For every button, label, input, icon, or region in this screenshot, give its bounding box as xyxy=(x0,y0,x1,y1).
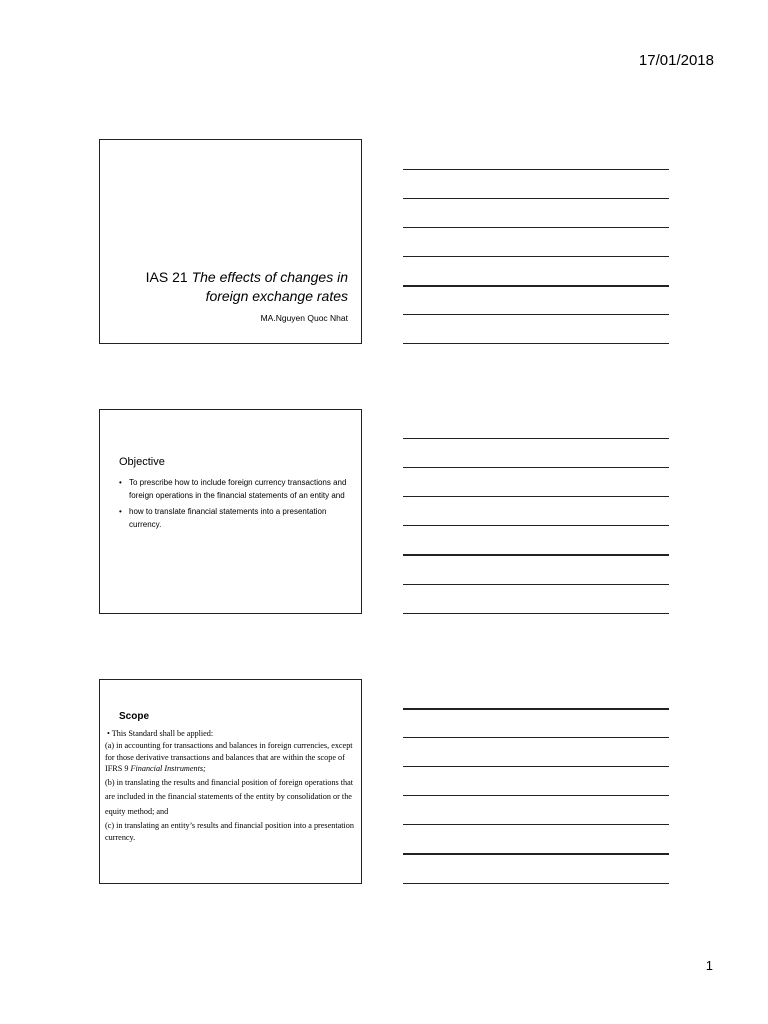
objective-heading: Objective xyxy=(119,456,165,468)
scope-item-c: (c) in translating an entity’s results and financial position into a presentation currency. xyxy=(105,821,354,842)
scope-item-a-italic: Financial Instruments; xyxy=(130,764,206,774)
note-line xyxy=(403,795,669,796)
note-line xyxy=(403,737,669,738)
note-line xyxy=(403,883,669,884)
title-prefix: IAS 21 xyxy=(145,269,192,285)
note-line xyxy=(403,613,669,614)
objective-list xyxy=(118,477,350,535)
note-line xyxy=(403,438,669,439)
title-italic: The effects of changes in xyxy=(191,269,348,285)
slide-author: MA.Nguyen Quoc Nhat xyxy=(260,313,348,323)
note-line xyxy=(403,343,669,344)
page-number: 1 xyxy=(705,958,713,973)
note-line xyxy=(403,708,669,710)
note-line xyxy=(403,824,669,825)
objective-bullet: • how to translate financial statements into a presentation currency. xyxy=(118,506,350,531)
note-line xyxy=(403,169,669,170)
scope-heading: Scope xyxy=(119,711,150,722)
objective-bullet: • To prescribe how to include foreign currency transactions and foreign operations in the financial statements of an entity and xyxy=(118,477,350,502)
slide-scope xyxy=(99,679,362,884)
note-line xyxy=(403,256,669,257)
note-line xyxy=(403,285,669,287)
note-line xyxy=(403,584,669,585)
slide-objective xyxy=(99,409,362,614)
scope-intro: • This Standard shall be applied: xyxy=(107,729,214,738)
scope-item-a xyxy=(105,740,357,774)
note-line xyxy=(403,853,669,855)
title-line2: foreign exchange rates xyxy=(205,288,348,304)
slide-title-heading xyxy=(128,268,348,306)
note-line xyxy=(403,554,669,556)
page-date: 17/01/2018 xyxy=(638,52,714,69)
scope-item-a-text: (a) in accounting for transactions and balances in foreign currencies, except for those derivative transactions and balances that are within the scope of IFRS 9 xyxy=(105,741,353,774)
note-line xyxy=(403,198,669,199)
slide-title xyxy=(99,139,362,344)
note-line xyxy=(403,525,669,526)
scope-intro-text: This Standard shall be applied: xyxy=(111,729,214,738)
scope-item-b: (b) in translating the results and financial position of foreign operations that are included in the financial statements of the entity by consolidation or the equity method; and xyxy=(105,777,354,816)
note-line xyxy=(403,314,669,315)
note-line xyxy=(403,227,669,228)
note-line xyxy=(403,766,669,767)
note-line xyxy=(403,496,669,497)
scope-body xyxy=(105,728,357,844)
note-line xyxy=(403,467,669,468)
